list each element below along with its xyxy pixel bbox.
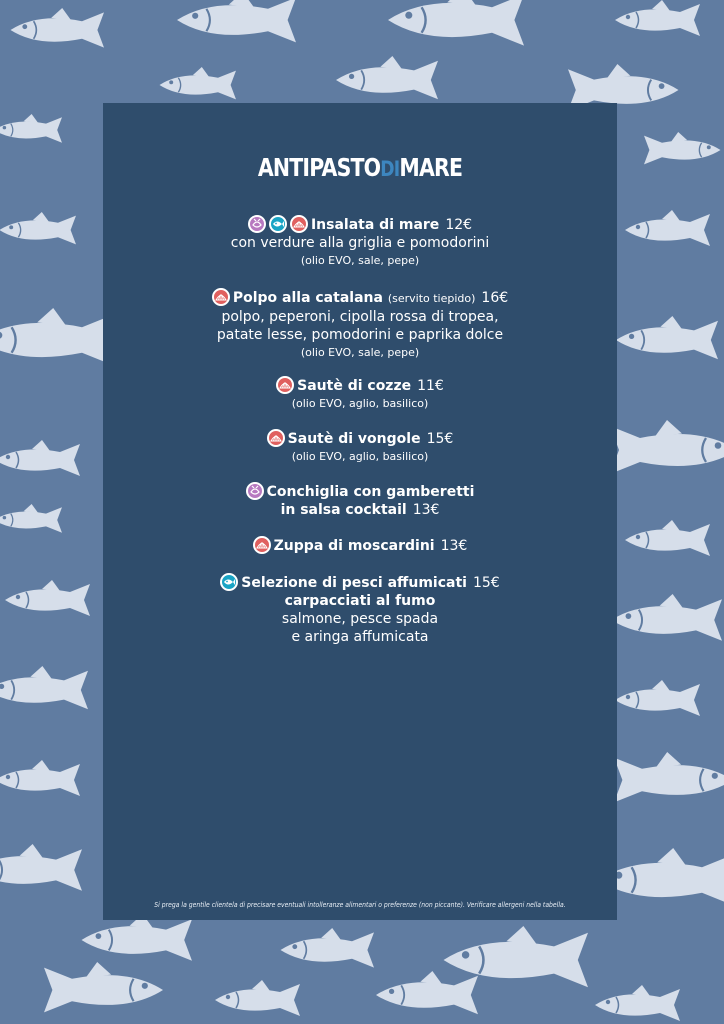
fish-illustration	[376, 971, 478, 1014]
fish-illustration	[0, 760, 80, 796]
fish-illustration	[0, 844, 82, 891]
fish-illustration	[616, 316, 718, 359]
dish-price: 12€	[445, 217, 473, 233]
dish-description-line1: salmone, pesce spada	[281, 611, 439, 627]
mollusc-icon	[276, 376, 294, 394]
dish-condiments: (olio EVO, sale, pepe)	[300, 346, 420, 359]
fish-illustration	[281, 928, 375, 968]
dish-condiments: (olio EVO, aglio, basilico)	[291, 397, 429, 410]
dish-name: Polpo alla catalana	[232, 290, 383, 306]
fish-illustration	[625, 520, 710, 556]
dish-description-line2: e aringa affumicata	[291, 629, 429, 645]
fish-illustration	[388, 0, 524, 46]
dish-saute-di-cozze	[103, 376, 617, 412]
fish-illustration	[0, 504, 62, 533]
dish-price: 13€	[440, 538, 468, 554]
dish-description-line1: polpo, peperoni, cipolla rossa di tropea,	[221, 309, 499, 325]
dish-description-line2: patate lesse, pomodorini e paprika dolce	[216, 327, 504, 343]
fish-illustration	[177, 0, 296, 42]
fish-illustration	[644, 132, 721, 164]
fish-illustration	[0, 114, 62, 143]
mollusc-icon	[290, 215, 308, 233]
fish-illustration	[0, 666, 88, 709]
fish-illustration	[444, 926, 589, 987]
allergen-footer-note: Si prega la gentile clientela di precisare eventuali intolleranze alimentari o preferenze (non piccante). Verificare allergeni nella tabella.	[154, 901, 566, 909]
dish-name-line1: Conchiglia con gamberetti	[266, 484, 475, 500]
dish-price: 15€	[426, 431, 454, 447]
mollusc-icon	[212, 288, 230, 306]
fish-illustration	[44, 962, 163, 1012]
menu-title	[149, 153, 570, 184]
dish-price: 13€	[412, 502, 440, 518]
dish-price: 16€	[481, 290, 509, 306]
dish-name: Sautè di cozze	[297, 378, 412, 394]
dish-name: Zuppa di moscardini	[273, 538, 435, 554]
fish-illustration	[612, 594, 723, 641]
dish-zuppa-di-moscardini	[103, 536, 617, 555]
dish-name-line1: Selezione di pesci affumicati	[241, 575, 467, 591]
fish-illustration	[160, 67, 237, 99]
dish-price: 11€	[417, 378, 444, 394]
dish-name: Insalata di mare	[310, 217, 440, 233]
dish-price: 15€	[472, 575, 500, 591]
dish-serving-note: (servito tiepido)	[387, 292, 476, 305]
fish-icon	[269, 215, 287, 233]
fish-illustration	[5, 580, 90, 616]
fish-illustration	[10, 8, 104, 48]
dish-conchiglia-con-gamberetti	[103, 482, 617, 519]
menu-title-part1: ANTIPASTO	[257, 153, 381, 182]
fish-illustration	[615, 680, 700, 716]
dish-condiments: (olio EVO, aglio, basilico)	[291, 450, 429, 463]
dish-polpo-alla-catalana	[103, 288, 617, 361]
fish-illustration	[215, 980, 300, 1016]
dish-name-line2: in salsa cocktail	[280, 502, 407, 518]
dish-saute-di-vongole	[103, 429, 617, 465]
shellfish-icon	[248, 215, 266, 233]
menu-panel	[103, 103, 617, 920]
mollusc-icon	[253, 536, 271, 554]
dish-selezione-pesci-affumicati	[103, 573, 617, 646]
fish-illustration	[595, 985, 680, 1021]
fish-illustration	[0, 440, 80, 476]
menu-title-di: DI	[380, 157, 400, 181]
dish-insalata-di-mare	[103, 215, 617, 269]
dish-description: con verdure alla griglia e pomodorini	[230, 235, 490, 251]
fish-illustration	[614, 752, 724, 802]
mollusc-icon	[267, 429, 285, 447]
menu-title-part2: MARE	[399, 153, 463, 182]
fish-illustration	[0, 308, 114, 366]
fish-illustration	[615, 0, 700, 36]
dish-condiments: (olio EVO, sale, pepe)	[300, 254, 420, 267]
fish-illustration	[336, 56, 438, 99]
shellfish-icon	[246, 482, 264, 500]
fish-illustration	[0, 212, 76, 244]
dish-name: Sautè di vongole	[287, 431, 421, 447]
fish-icon	[220, 573, 238, 591]
dish-name-line2: carpacciati al fumo	[284, 593, 436, 609]
fish-illustration	[625, 210, 710, 246]
fish-illustration	[82, 914, 193, 961]
fish-illustration	[610, 420, 724, 474]
